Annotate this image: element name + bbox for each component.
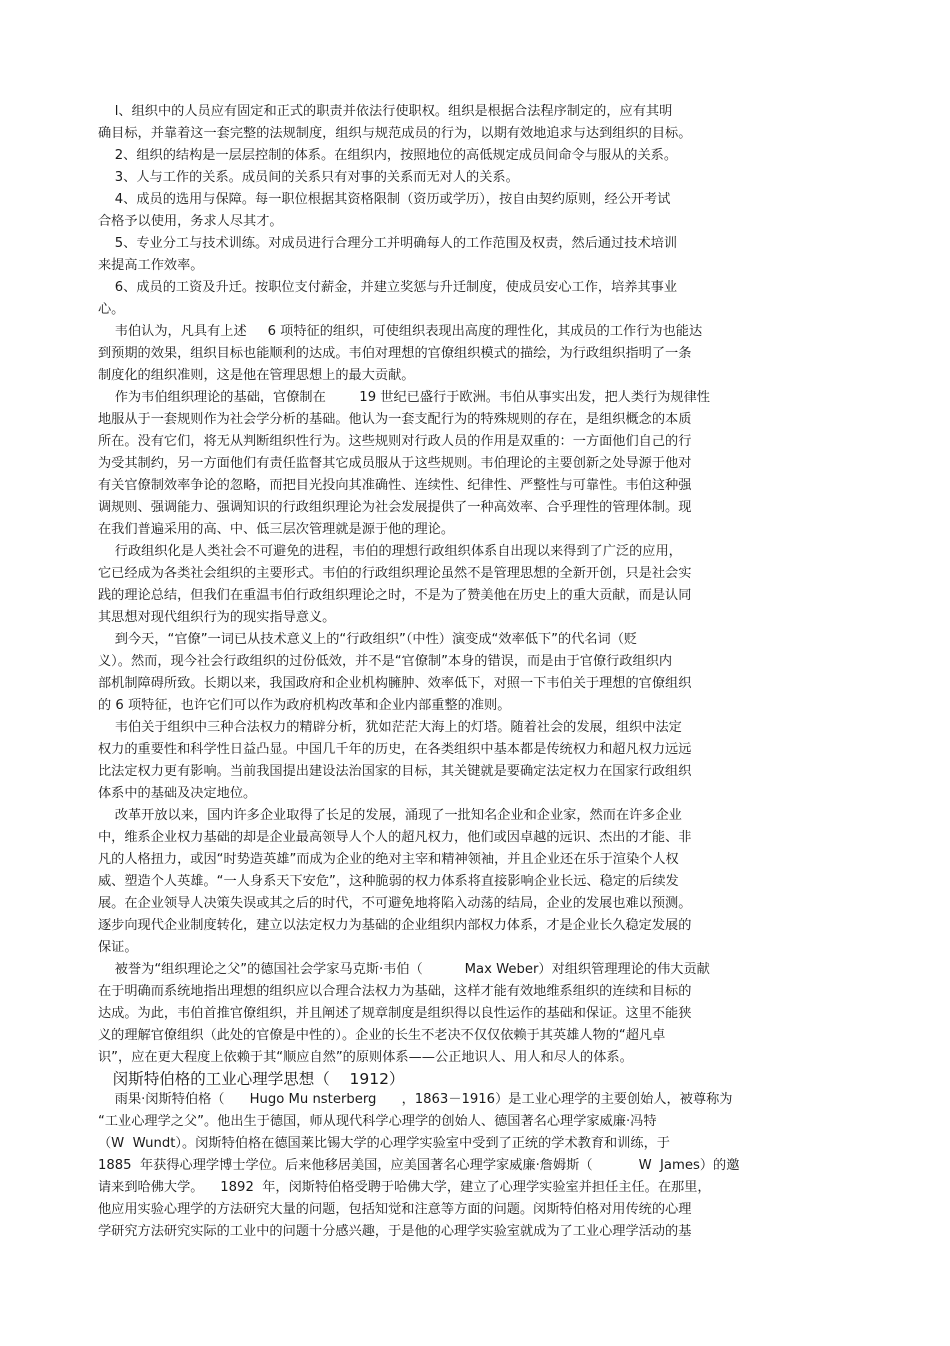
text-line: 义的理解官僚组织（此处的官僚是中性的）。企业的长生不老决不仅仅依赖于其英雄人物的“超凡卓 [98,1028,666,1043]
text-line: 4、成员的选用与保障。每一职位根据其资格限制（资历或学历），按自由契约原则，经公开考试 [98,192,671,207]
text-line: 达成。为此，韦伯首推官僚组织，并且阐述了规章制度是组织得以良性运作的基础和保证。这里不能狭 [98,1006,692,1021]
text-line: 保证。 [98,940,138,955]
text-line: 行政组织化是人类社会不可避免的进程，韦伯的理想行政组织体系自出现以来得到了广泛的应用， [98,544,682,559]
text-line: 3、人与工作的关系。成员间的关系只有对事的关系而无对人的关系。 [98,170,519,185]
text-line: 心。 [98,302,125,317]
text-line: 改革开放以来，国内许多企业取得了长足的发展，涌现了一批知名企业和企业家，然而在许多企业 [98,808,682,823]
text-line: 2、组织的结构是一层层控制的体系。在组织内，按照地位的高低规定成员间命令与服从的关系。 [98,148,678,163]
text-line: 有关官僚制效率争论的忽略，而把目光投向其准确性、连续性、纪律性、严整性与可靠性。韦伯这种强 [98,478,692,493]
text-line: 在于明确而系统地指出理想的组织应以合理合法权力为基础，这样才能有效地维系组织的连续和目标的 [98,984,692,999]
text-line: 请来到哈佛大学。 1892 年，闵斯特伯格受聘于哈佛大学，建立了心理学实验室并担任主任。在那里， [98,1180,711,1195]
text-line: 逐步向现代企业制度转化，建立以法定权力为基础的企业组织内部权力体系，才是企业长久稳定发展的 [98,918,692,933]
text-line: 雨果·闵斯特伯格（ Hugo Mu nsterberg ，1863－1916）是工业心理学的主要创始人，被尊称为 [98,1092,733,1107]
text-line: 部机制障碍所致。长期以来，我国政府和企业机构臃肿、效率低下，对照一下韦伯关于理想的官僚组织 [98,676,692,691]
text-line: 确目标，并靠着这一套完整的法规制度，组织与规范成员的行为，以期有效地追求与达到组织的目标。 [98,126,692,141]
text-line: 义）。然而，现今社会行政组织的过份低效，并不是“官僚制”本身的错误，而是由于官僚行政组织内 [98,654,673,669]
text-line: 6、成员的工资及升迁。按职位支付薪金，并建立奖惩与升迁制度，使成员安心工作，培养其事业 [98,280,678,295]
text-line: 在我们普遍采用的高、中、低三层次管理就是源于他的理论。 [98,522,455,537]
text-line: 被誉为“组织理论之父”的德国社会学家马克斯·韦伯（ Max Weber）对组织管理理论的伟大贡献 [98,962,710,977]
text-line: （W Wundt）。闵斯特伯格在德国莱比锡大学的心理学实验室中受到了正统的学术教育和训练，于 [98,1136,670,1151]
text-line: 地服从于一套规则作为社会学分析的基础。他认为一套支配行为的特殊规则的存在，是组织概念的本质 [98,412,692,427]
text-line: 践的理论总结，但我们在重温韦伯行政组织理论之时，不是为了赞美他在历史上的重大贡献，而是认同 [98,588,692,603]
text-line: 来提高工作效率。 [98,258,204,273]
text-line: 所在。没有它们，将无从判断组织性行为。这些规则对行政人员的作用是双重的：一方面他们自己的行 [98,434,692,449]
text-line: 它已经成为各类社会组织的主要形式。韦伯的行政组织理论虽然不是管理思想的全新开创，只是社会实 [98,566,692,581]
text-line: 学研究方法研究实际的工业中的问题十分感兴趣，于是他的心理学实验室就成为了工业心理学活动的基 [98,1224,692,1239]
text-line: 制度化的组织准则，这是他在管理思想上的最大贡献。 [98,368,415,383]
section-heading: 闵斯特伯格的工业心理学思想（ 1912） [98,1070,405,1088]
text-line: 为受其制约，另一方面他们有责任监督其它成员服从于这些规则。韦伯理论的主要创新之处导源于他对 [98,456,692,471]
text-line: 调规则、强调能力、强调知识的行政组织理论为社会发展提供了一种高效率、合乎理性的管理体制。现 [98,500,692,515]
text-line: 作为韦伯组织理论的基础，官僚制在 19 世纪已盛行于欧洲。韦伯从事实出发，把人类行为规律性 [98,390,710,405]
text-line: 其思想对现代组织行为的现实指导意义。 [98,610,336,625]
text-line: 中，维系企业权力基础的却是企业最高领导人个人的超凡权力，他们或因卓越的远识、杰出的才能、非 [98,830,692,845]
text-line: 到预期的效果，组织目标也能顺利的达成。韦伯对理想的官僚组织模式的描绘，为行政组织指明了一条 [98,346,692,361]
text-line: 凡的人格扭力，或因“时势造英雄”而成为企业的绝对主宰和精神领袖，并且企业还在乐于渲染个人权 [98,852,679,867]
text-line: 到今天，“官僚”一词已从技术意义上的“行政组织”（中性）演变成“效率低下”的代名词（贬 [98,632,638,647]
text-line: 展。在企业领导人决策失误或其之后的时代，不可避免地将陷入动荡的结局，企业的发展也难以预测。 [98,896,692,911]
text-line: 1885 年获得心理学博士学位。后来他移居美国，应美国著名心理学家威廉·詹姆斯（ W James）的邀 [98,1158,740,1173]
text-line: l、组织中的人员应有固定和正式的职责并依法行使职权。组织是根据合法程序制定的，应有其明 [98,104,673,119]
text-line: 韦伯认为，凡具有上述 6 项特征的组织，可使组织表现出高度的理性化，其成员的工作行为也能达 [98,324,703,339]
text-line: 韦伯关于组织中三种合法权力的精辟分析，犹如茫茫大海上的灯塔。随着社会的发展，组织中法定 [98,720,682,735]
text-line: 的 6 项特征，也许它们可以作为政府机构改革和企业内部重整的准则。 [98,698,511,713]
text-line: “工业心理学之父”。他出生于德国，师从现代科学心理学的创始人、德国著名心理学家威廉·冯特 [98,1114,657,1129]
text-line: 识”，应在更大程度上依赖于其“顺应自然”的原则体系——公正地识人、用人和尽人的体系。 [98,1050,633,1065]
text-line: 威、塑造个人英雄。“一人身系天下安危”，这种脆弱的权力体系将直接影响企业长远、稳定的后续发 [98,874,679,889]
text-line: 他应用实验心理学的方法研究大量的问题，包括知觉和注意等方面的问题。闵斯特伯格对用传统的心理 [98,1202,692,1217]
text-line: 5、专业分工与技术训练。对成员进行合理分工并明确每人的工作范围及权责，然后通过技术培训 [98,236,678,251]
text-line: 权力的重要性和科学性日益凸显。中国几千年的历史，在各类组织中基本都是传统权力和超凡权力远远 [98,742,692,757]
text-line: 比法定权力更有影响。当前我国提出建设法治国家的目标，其关键就是要确定法定权力在国家行政组织 [98,764,692,779]
text-line: 合格予以使用，务求人尽其才。 [98,214,283,229]
text-line: 体系中的基础及决定地位。 [98,786,257,801]
